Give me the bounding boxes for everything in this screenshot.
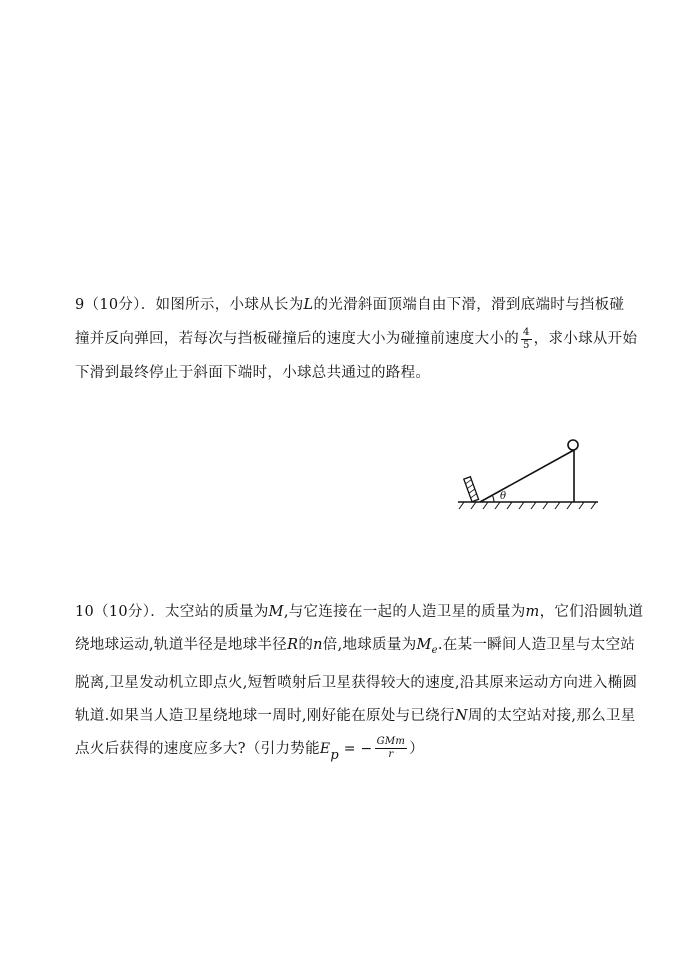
var-n: n: [313, 637, 323, 653]
problem-9-line-1-end: 的光滑斜面顶端自由下滑，滑到底端时与挡板碰: [313, 297, 625, 313]
problem-9-line-3: 下滑到最终停止于斜面下端时，小球总共通过的路程。: [75, 365, 431, 381]
problem-9-line-2-end: ，求小球从开始: [533, 331, 638, 347]
baffle: [464, 477, 479, 502]
problem-10-line-2-c: 倍,地球质量为: [322, 637, 417, 653]
fraction-numerator: 4: [523, 326, 530, 338]
potential-energy-formula: [319, 736, 409, 763]
problem-10-line-5-end: ）: [409, 740, 425, 757]
ep-equals-minus: = −: [339, 740, 373, 757]
incline-surface: [480, 450, 574, 502]
problem-10-line-5-a: 点火后获得的速度应多大?（引力势能: [75, 740, 320, 757]
angle-arc: [492, 495, 494, 502]
problem-10-line-4-a: 轨道.如果当人造卫星绕地球一周时,刚好能在原处与已绕行: [75, 707, 455, 724]
problem-10-line-2-a: 绕地球运动,轨道半径是地球半径: [75, 637, 288, 653]
problem-9-lead: 9（10分）．如图所示，小球从长为: [75, 297, 304, 313]
problem-10-lead: 10（10分）．太空站的质量为: [75, 604, 269, 620]
var-m: m: [525, 604, 540, 620]
problem-10-line-4: [75, 700, 636, 733]
problem-10-line-4-b: 周的太空站对接,那么卫星: [467, 707, 636, 724]
fraction-denominator: 5: [523, 339, 530, 351]
problem-9: [75, 288, 638, 390]
problem-9-line-1: [75, 288, 625, 322]
var-R: R: [287, 637, 299, 653]
gmm-over-r-fraction: [375, 736, 408, 761]
r-denominator: r: [375, 748, 408, 761]
var-M: M: [268, 604, 284, 620]
problem-10-line-3: 脱离,卫星发动机立即点火,短暂喷射后卫星获得较大的速度,沿其原来运动方向进入椭圆: [75, 674, 638, 691]
ep-subscript: p: [330, 747, 340, 763]
angle-theta-label: θ: [500, 491, 507, 502]
ground-hatching: [459, 502, 596, 509]
ball: [568, 440, 578, 450]
problem-10-line-1: [75, 596, 644, 629]
var-Me: M: [416, 637, 432, 653]
incline-figure: [450, 430, 610, 520]
problem-9-line-2: [75, 322, 638, 356]
var-Me-subscript: e: [431, 644, 438, 656]
problem-10-line-2-d: .在某一瞬间人造卫星与太空站: [437, 637, 636, 653]
problem-10-line-5: [75, 733, 615, 772]
ep-symbol: E: [319, 740, 331, 757]
var-N: N: [454, 707, 468, 724]
problem-10: [75, 596, 644, 772]
problem-9-line-2-start: 撞并反向弹回，若每次与挡板碰撞后的速度大小为碰撞前速度大小的: [75, 331, 519, 347]
problem-10-line-2-b: 的: [298, 637, 314, 653]
problem-10-line-2: [75, 629, 636, 667]
problem-10-seg-a: ,与它连接在一起的人造卫星的质量为: [283, 604, 526, 620]
fraction-four-fifths: [521, 327, 532, 352]
gmm-numerator: GMm: [376, 736, 406, 748]
var-L: L: [303, 297, 314, 313]
problem-10-seg-b: ，它们沿圆轨道: [539, 604, 644, 620]
